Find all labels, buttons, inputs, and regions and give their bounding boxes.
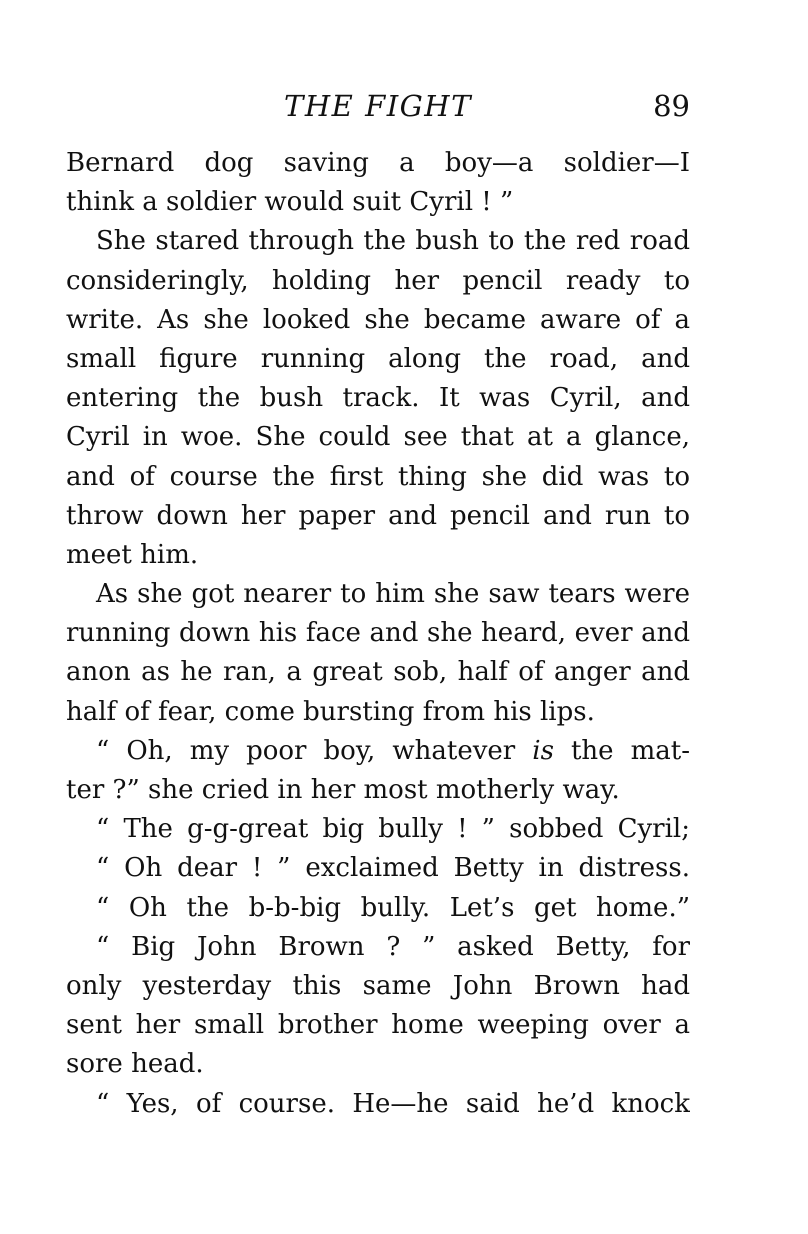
text-line: entering the bush track. It was Cyril, and xyxy=(66,383,690,414)
text-line: “ Oh the b-b-big bully. Let’s get home.” xyxy=(96,892,690,923)
text-segment: the mat- xyxy=(553,735,690,766)
text-line: anon as he ran, a great sob, half of anger and xyxy=(66,657,690,688)
page-number: 89 xyxy=(653,89,690,123)
text-line: consideringly, holding her pencil ready to xyxy=(66,265,690,296)
text-line: She stared through the bush to the red road xyxy=(96,226,690,257)
text-line: “ Oh dear ! ” exclaimed Betty in distress. xyxy=(96,853,690,884)
text-line: Bernard dog saving a boy—a soldier—I xyxy=(66,148,690,178)
running-head: THE FIGHT xyxy=(284,89,472,123)
text-segment: “ Oh, my poor boy, whatever xyxy=(96,735,533,766)
text-line: “ Yes, of course. He—he said he’d knock xyxy=(96,1088,690,1119)
text-line: As she got nearer to him she saw tears were xyxy=(96,579,690,610)
text-line: half of fear, come bursting from his lips. xyxy=(66,696,595,727)
text-line: only yesterday this same John Brown had xyxy=(66,970,690,1001)
body-text xyxy=(66,144,690,1124)
text-line xyxy=(66,732,690,771)
page-header xyxy=(66,84,690,128)
text-line: “ Big John Brown ? ” asked Betty, for xyxy=(96,931,690,962)
text-line: “ The g-g-great big bully ! ” sobbed Cyril; xyxy=(96,814,690,845)
emphasized-word: is xyxy=(532,735,554,766)
text-line: small figure running along the road, and xyxy=(66,343,690,374)
text-line: write. As she looked she became aware of a xyxy=(66,304,690,335)
text-line: ter ?” she cried in her most motherly way. xyxy=(66,775,620,805)
text-line: throw down her paper and pencil and run to xyxy=(66,500,690,531)
text-line: Cyril in woe. She could see that at a glance, xyxy=(66,422,690,453)
text-line: running down his face and she heard, ever and xyxy=(66,618,690,649)
text-line: and of course the first thing she did was to xyxy=(66,461,690,492)
text-line: sent her small brother home weeping over a xyxy=(66,1010,690,1041)
text-line: meet him. xyxy=(66,539,199,570)
text-line: sore head. xyxy=(66,1049,204,1080)
text-line: think a soldier would suit Cyril ! ” xyxy=(66,187,514,218)
